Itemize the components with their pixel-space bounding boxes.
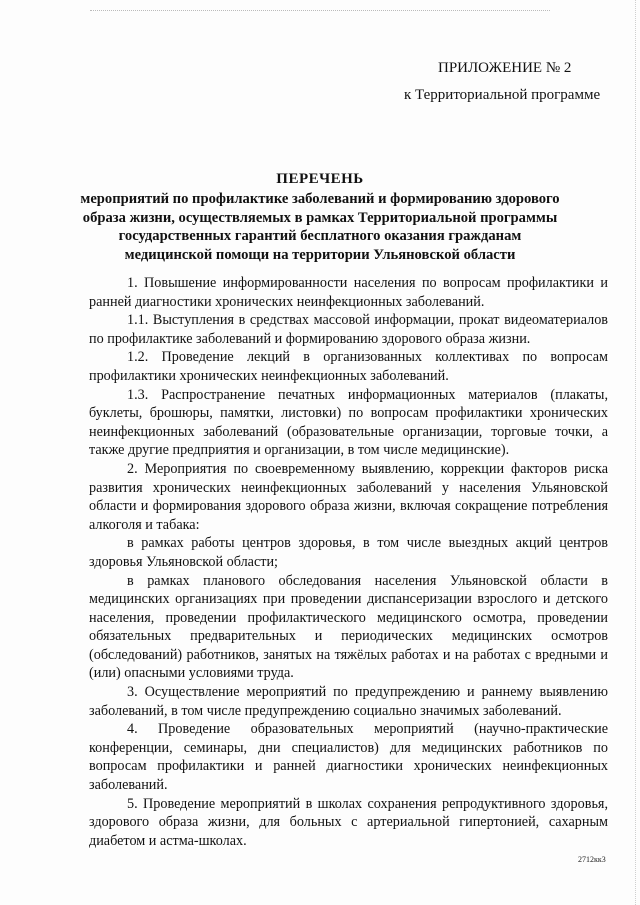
paragraph-3: 3. Осуществление мероприятий по предупреждению и раннему выявлению заболеваний, в том числе предупреждению социально значимых заболеваний. — [89, 684, 608, 719]
paragraph-1-3: 1.3. Распространение печатных информационных материалов (плакаты, буклеты, брошюры, памятки, листовки) по вопросам профилактики хронических неинфекционных заболеваний (образовательные организации, торговые точки, а также другие предприятия и организации, в том числе медицинские). — [89, 386, 608, 459]
document-code: 2712кк3 — [578, 855, 606, 864]
appendix-sublabel: к Территориальной программе — [404, 87, 601, 103]
document-subtitle: мероприятий по профилактике заболеваний и формированию здорового образа жизни, осуществляемых в рамках Территориальной программы государственных гарантий бесплатного оказания гражданам медицинской помощи на территории Ульяновской области — [80, 191, 560, 263]
document-body — [89, 274, 608, 850]
paragraph-2-a: в рамках работы центров здоровья, в том числе выездных акций центров здоровья Ульяновской области; — [89, 535, 608, 570]
scan-edge-line — [635, 0, 637, 905]
paragraph-1-2: 1.2. Проведение лекций в организованных коллективах по вопросам профилактики хронических неинфекционных заболеваний. — [89, 349, 608, 384]
paragraph-2: 2. Мероприятия по своевременному выявлению, коррекции факторов риска развития хронических неинфекционных заболеваний у населения Ульяновской области и формирования здорового образа жизни, включая сокращение потребления алкоголя и табака: — [89, 460, 608, 533]
paragraph-1-1: 1.1. Выступления в средствах массовой информации, прокат видеоматериалов по профилактике заболеваний и формированию здорового образа жизни. — [89, 312, 608, 347]
document-title: ПЕРЕЧЕНЬ — [276, 171, 364, 187]
paragraph-5: 5. Проведение мероприятий в школах сохранения репродуктивного здоровья, здорового образа жизни, для больных с артериальной гипертонией, сахарным диабетом и астма-школах. — [89, 795, 608, 849]
paragraph-2-b: в рамках планового обследования населения Ульяновской области в медицинских организациях при проведении диспансеризации взрослого и детского населения, проведении профилактического медицинского осмотра, проведении обязательных предварительных и периодических медицинских осмотров (обследований) работников, занятых на тяжёлых работах и на работах с вредными и (или) опасными условиями труда. — [89, 572, 608, 682]
paragraph-1: 1. Повышение информированности населения по вопросам профилактики и ранней диагностики хронических неинфекционных заболеваний. — [89, 275, 608, 310]
paragraph-4: 4. Проведение образовательных мероприятий (научно-практические конференции, семинары, дни специалистов) для медицинских работников по вопросам профилактики и ранней диагностики хронических неинфекционных заболеваний. — [89, 721, 608, 794]
appendix-label: ПРИЛОЖЕНИЕ № 2 — [438, 60, 572, 76]
scan-artifact-dots — [90, 10, 550, 13]
